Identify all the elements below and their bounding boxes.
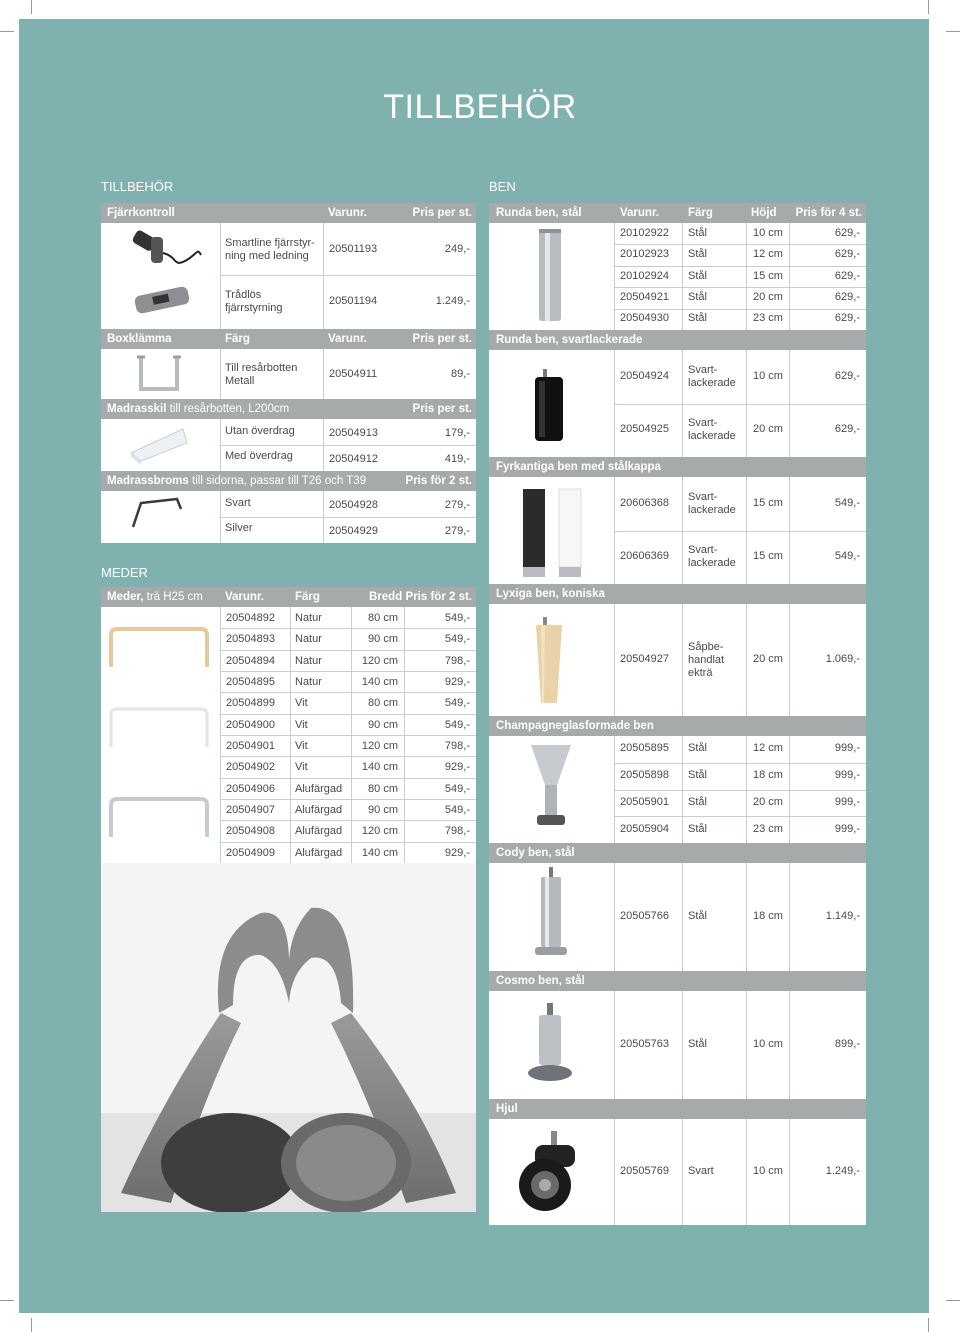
height: 18 cm — [753, 769, 783, 782]
height: 20 cm — [753, 290, 783, 303]
width: 90 cm — [368, 633, 398, 646]
product-name: Silver — [225, 522, 253, 534]
color-line: Svart- — [688, 417, 718, 430]
price: 999,- — [834, 769, 860, 782]
price: 549,- — [834, 550, 860, 563]
header-cell — [107, 399, 289, 419]
price: 419,- — [444, 453, 470, 465]
color: Alufärgad — [295, 782, 343, 795]
section-header — [489, 843, 866, 863]
width: 80 cm — [368, 697, 398, 710]
varunr: 20102922 — [620, 226, 669, 239]
row-divider — [220, 671, 476, 672]
crop-mark — [31, 0, 32, 14]
varunr: 20504901 — [226, 739, 275, 752]
wireless-remote-image — [131, 281, 195, 321]
price: 549,- — [444, 782, 470, 795]
color — [688, 364, 736, 390]
crop-mark — [946, 31, 960, 32]
divider — [746, 1119, 747, 1225]
varunr: 20504895 — [226, 675, 275, 688]
header-cell: Bredd — [369, 591, 403, 603]
row-divider — [614, 404, 866, 405]
row-divider — [220, 517, 476, 518]
header-cell: Pris för 2 st. — [405, 475, 472, 487]
varunr: 20504928 — [329, 499, 378, 511]
table-header — [101, 471, 476, 491]
height: 23 cm — [753, 822, 783, 835]
varunr: 20501193 — [329, 243, 378, 255]
black-round-leg-image — [531, 369, 567, 445]
price: 999,- — [834, 742, 860, 755]
product-name: Med överdrag — [225, 450, 293, 462]
row-divider — [614, 763, 866, 764]
color: Alufärgad — [295, 803, 343, 816]
color: Vit — [295, 697, 308, 710]
height: 20 cm — [753, 423, 783, 436]
width: 140 cm — [361, 675, 398, 688]
crop-mark — [31, 1318, 32, 1332]
crop-mark — [928, 1318, 929, 1332]
row-divider — [220, 735, 476, 736]
price: 798,- — [444, 739, 470, 752]
mattress-wedge-image — [127, 421, 191, 467]
price: 629,- — [834, 290, 860, 303]
height: 20 cm — [753, 653, 783, 665]
color: Stål — [688, 822, 707, 835]
row-divider — [220, 692, 476, 693]
color: Stål — [688, 312, 707, 325]
color-line: Svart- — [688, 544, 718, 557]
price: 629,- — [834, 269, 860, 282]
product-name-line: ning med ledning — [225, 250, 309, 262]
width: 140 cm — [361, 761, 398, 774]
varunr: 20501194 — [329, 295, 378, 307]
row-divider — [220, 275, 476, 276]
section-header-label: Fyrkantiga ben med stålkappa — [496, 461, 661, 473]
header-light: till resårbotten, L200cm — [166, 403, 290, 415]
price: 999,- — [834, 796, 860, 808]
header-light: trä H25 cm — [143, 591, 203, 603]
product-name-line: fjärrstyrning — [225, 302, 283, 314]
couple-heart-photo — [101, 863, 476, 1212]
varunr: 20504892 — [226, 612, 275, 624]
price: 629,- — [834, 369, 860, 382]
table-header — [101, 399, 476, 419]
price: 549,- — [444, 612, 470, 624]
champagne-leg-image — [527, 741, 575, 833]
price: 798,- — [444, 654, 470, 667]
color — [688, 491, 736, 517]
product-name: Utan överdrag — [225, 425, 295, 437]
product-name — [225, 362, 297, 388]
color — [688, 544, 736, 570]
product-name: Svart — [225, 497, 251, 509]
row-divider — [220, 628, 476, 629]
conical-wood-leg-image — [533, 617, 567, 707]
width: 90 cm — [368, 718, 398, 731]
product-name — [225, 237, 315, 263]
varunr: 20505898 — [620, 769, 669, 782]
row-divider — [220, 445, 476, 446]
varunr: 20504925 — [620, 423, 669, 436]
color: Stål — [688, 1038, 707, 1050]
divider — [682, 223, 683, 330]
price: 929,- — [444, 846, 470, 859]
crop-mark — [928, 0, 929, 14]
crop-mark — [0, 31, 14, 32]
product-name-line: Trådlös — [225, 289, 262, 301]
price: 249,- — [444, 243, 470, 255]
divider — [323, 349, 324, 399]
varunr: 20504924 — [620, 369, 669, 382]
price: 999,- — [834, 822, 860, 835]
product-name-line: Smartline fjärrstyr- — [225, 237, 315, 249]
price: 629,- — [834, 312, 860, 325]
price: 629,- — [834, 248, 860, 261]
varunr: 20504909 — [226, 846, 275, 859]
color-line: ekträ — [688, 666, 713, 679]
header-bold: Madrasskil — [107, 403, 167, 415]
section-header — [489, 1099, 866, 1119]
varunr: 20504894 — [226, 654, 275, 667]
meder-table — [101, 587, 476, 863]
color-line: Svart- — [688, 490, 718, 503]
color: Vit — [295, 718, 308, 731]
height: 15 cm — [753, 269, 783, 282]
section-header — [489, 971, 866, 991]
row-divider — [614, 244, 866, 245]
varunr: 20504906 — [226, 782, 275, 795]
table-header — [101, 587, 476, 607]
price: 1.149,- — [825, 910, 860, 922]
crop-mark — [946, 1300, 960, 1301]
color-line: lackerade — [688, 557, 736, 570]
color: Stål — [688, 269, 707, 282]
row-divider — [614, 531, 866, 532]
price: 549,- — [444, 718, 470, 731]
height: 20 cm — [753, 796, 783, 808]
varunr: 20504907 — [226, 803, 275, 816]
divider — [614, 604, 615, 716]
varunr: 20102924 — [620, 269, 669, 282]
color: Alufärgad — [295, 825, 343, 838]
varunr: 20504893 — [226, 633, 275, 646]
cosmo-leg-image — [525, 1003, 577, 1089]
height: 10 cm — [753, 369, 783, 382]
color: Stål — [688, 769, 707, 782]
color: Stål — [688, 742, 707, 755]
divider — [614, 991, 615, 1099]
divider — [746, 223, 747, 330]
table-header — [489, 203, 866, 223]
price: 279,- — [444, 499, 470, 511]
box-clamp-image — [133, 353, 183, 397]
price: 549,- — [444, 633, 470, 646]
price: 629,- — [834, 226, 860, 239]
divider — [682, 991, 683, 1099]
color-line: lackerade — [688, 503, 736, 516]
header-cell: Pris per st. — [412, 333, 472, 345]
header-bold: Madrassbroms — [107, 475, 189, 487]
section-title-ben: BEN — [489, 179, 516, 194]
height: 23 cm — [753, 312, 783, 325]
divider — [323, 223, 324, 329]
divider — [746, 863, 747, 971]
color-line: Svart- — [688, 363, 718, 376]
divider — [789, 863, 790, 971]
height: 10 cm — [753, 1038, 783, 1050]
width: 80 cm — [368, 782, 398, 795]
accessories-table — [101, 203, 476, 543]
section-header-label: Champagneglasformade ben — [496, 720, 654, 732]
color: Vit — [295, 761, 308, 774]
height: 15 cm — [753, 496, 783, 509]
divider — [220, 349, 221, 399]
varunr: 20504927 — [620, 653, 669, 665]
height: 15 cm — [753, 550, 783, 563]
varunr: 20606369 — [620, 550, 669, 563]
width: 120 cm — [361, 825, 398, 838]
divider — [614, 1119, 615, 1225]
height: 10 cm — [753, 1165, 783, 1177]
divider — [789, 604, 790, 716]
height: 10 cm — [753, 226, 783, 239]
width: 120 cm — [361, 654, 398, 667]
price: 1.249,- — [825, 1165, 860, 1177]
header-cell — [107, 587, 203, 607]
table-header — [101, 203, 476, 223]
crop-mark — [0, 1300, 14, 1301]
varunr: 20606368 — [620, 496, 669, 509]
product-name-line: Metall — [225, 375, 255, 387]
header-cell: Varunr. — [328, 207, 367, 219]
header-cell: Varunr. — [225, 591, 264, 603]
cody-leg-image — [533, 867, 569, 967]
section-header-label: Cody ben, stål — [496, 847, 575, 859]
color: Natur — [295, 612, 322, 624]
product-name-line: Till resårbotten — [225, 362, 298, 374]
varunr: 20504913 — [329, 427, 378, 439]
width: 120 cm — [361, 739, 398, 752]
header-cell: Boxklämma — [107, 333, 172, 345]
divider — [614, 863, 615, 971]
white-frame-image — [105, 705, 215, 755]
natural-wood-frame-image — [105, 625, 215, 675]
varunr: 20504900 — [226, 718, 275, 731]
varunr: 20504929 — [329, 525, 378, 537]
square-legs-image — [517, 485, 587, 581]
divider — [789, 223, 790, 330]
table-header — [101, 329, 476, 349]
header-cell: Pris per st. — [412, 403, 472, 415]
color: Stål — [688, 248, 707, 261]
header-cell: Varunr. — [620, 207, 659, 219]
legs-table — [489, 203, 866, 1225]
price: 798,- — [444, 825, 470, 838]
header-cell: Varunr. — [328, 333, 367, 345]
varunr: 20504921 — [620, 290, 669, 303]
row-divider — [220, 650, 476, 651]
varunr: 20505763 — [620, 1038, 669, 1050]
section-header — [489, 457, 866, 477]
varunr: 20102923 — [620, 248, 669, 261]
divider — [746, 991, 747, 1099]
section-header-label: Lyxiga ben, koniska — [496, 588, 605, 600]
divider — [682, 1119, 683, 1225]
varunr: 20505904 — [620, 822, 669, 835]
header-cell: Färg — [688, 207, 713, 219]
header-cell: Höjd — [751, 207, 777, 219]
divider — [746, 604, 747, 716]
header-cell: Pris för 4 st. — [795, 207, 862, 219]
row-divider — [614, 266, 866, 267]
height: 18 cm — [753, 910, 783, 922]
price: 279,- — [444, 525, 470, 537]
height: 12 cm — [753, 742, 783, 755]
width: 90 cm — [368, 803, 398, 816]
round-steel-leg-image — [535, 229, 565, 325]
section-header — [489, 716, 866, 736]
price: 549,- — [834, 496, 860, 509]
varunr: 20504902 — [226, 761, 275, 774]
color: Stål — [688, 290, 707, 303]
row-divider — [220, 842, 476, 843]
price: 179,- — [444, 427, 470, 439]
header-bold: Meder, — [107, 591, 144, 603]
width: 140 cm — [361, 846, 398, 859]
header-cell: Fjärrkontroll — [107, 207, 175, 219]
row-divider — [220, 820, 476, 821]
section-header-label: Hjul — [496, 1103, 518, 1115]
price: 549,- — [444, 803, 470, 816]
divider — [220, 223, 221, 329]
varunr: 20504912 — [329, 453, 378, 465]
divider — [789, 1119, 790, 1225]
header-cell — [107, 471, 366, 491]
varunr: 20504899 — [226, 697, 275, 710]
section-title-tillbehor: TILLBEHÖR — [101, 179, 174, 194]
divider — [682, 604, 683, 716]
row-divider — [614, 287, 866, 288]
varunr: 20505766 — [620, 910, 669, 922]
section-header-label: Cosmo ben, stål — [496, 975, 585, 987]
price: 549,- — [444, 697, 470, 710]
varunr: 20505901 — [620, 796, 669, 808]
color — [688, 641, 724, 680]
color: Vit — [295, 739, 308, 752]
divider — [682, 863, 683, 971]
row-divider — [220, 778, 476, 779]
divider — [614, 223, 615, 330]
color-line: Såpbe- — [688, 640, 724, 653]
color — [688, 417, 736, 443]
price: 629,- — [834, 423, 860, 436]
header-cell: Pris per st. — [412, 207, 472, 219]
price: 89,- — [451, 368, 470, 380]
header-cell: Pris för 2 st. — [405, 591, 472, 603]
divider — [789, 991, 790, 1099]
price: 1.069,- — [825, 653, 860, 665]
color: Svart — [688, 1165, 714, 1177]
section-title-meder: MEDER — [101, 565, 148, 580]
section-header — [489, 330, 866, 350]
color: Stål — [688, 910, 707, 922]
section-header — [489, 584, 866, 604]
height: 12 cm — [753, 248, 783, 261]
price: 899,- — [834, 1038, 860, 1050]
color: Alufärgad — [295, 846, 343, 859]
caster-wheel-image — [511, 1131, 591, 1217]
color: Natur — [295, 654, 322, 667]
price: 929,- — [444, 761, 470, 774]
varunr: 20504930 — [620, 312, 669, 325]
row-divider — [614, 309, 866, 310]
wired-remote-image — [123, 227, 203, 271]
price: 1.249,- — [435, 295, 470, 307]
color-line: handlat — [688, 653, 725, 666]
color-line: lackerade — [688, 430, 736, 443]
row-divider — [220, 799, 476, 800]
header-cell: Färg — [295, 591, 320, 603]
color: Natur — [295, 675, 322, 688]
varunr: 20505769 — [620, 1165, 669, 1177]
color: Natur — [295, 633, 322, 646]
varunr: 20504908 — [226, 825, 275, 838]
row-divider — [220, 756, 476, 757]
section-header-label: Runda ben, svartlackerade — [496, 334, 643, 346]
header-cell: Runda ben, stål — [496, 207, 582, 219]
row-divider — [220, 714, 476, 715]
color: Stål — [688, 226, 707, 239]
product-name — [225, 289, 282, 315]
row-divider — [614, 790, 866, 791]
page-title: TILLBEHÖR — [383, 88, 577, 126]
header-cell: Färg — [225, 333, 250, 345]
row-divider — [614, 816, 866, 817]
varunr: 20505895 — [620, 742, 669, 755]
aluminium-frame-image — [105, 795, 215, 845]
color-line: lackerade — [688, 376, 736, 389]
varunr: 20504911 — [329, 368, 378, 380]
width: 80 cm — [368, 612, 398, 624]
mattress-brake-image — [129, 493, 189, 533]
price: 929,- — [444, 675, 470, 688]
header-light: till sidorna, passar till T26 och T39 — [188, 475, 367, 487]
color: Stål — [688, 796, 707, 808]
